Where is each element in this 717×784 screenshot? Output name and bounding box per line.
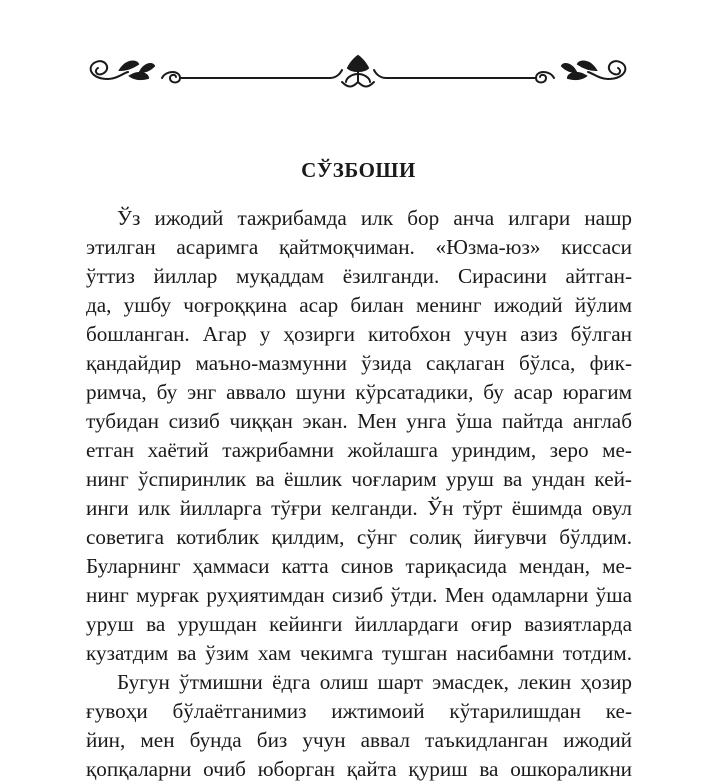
decorative-ornament-divider xyxy=(80,52,636,102)
text-line: тубидан сизиб чиққан экан. Мен унга ўша пайтда англаб xyxy=(86,409,632,433)
text-line: римча, бу энг аввало шуни кўрсатадики, бу асар юрагим xyxy=(86,380,632,404)
text-line: кузатдим ва ўзим хам чекимга тушган насибамни тотдим. xyxy=(86,641,632,665)
text-line: ўттиз йиллар муқаддам ёзилганди. Сирасини айтган- xyxy=(86,264,632,288)
paragraph-1 xyxy=(86,204,632,668)
paragraph-2 xyxy=(86,668,632,784)
text-line: Ўз ижодий тажрибамда илк бор анча илгари нашр xyxy=(117,206,632,230)
text-line: Буларнинг ҳаммаси катта синов тариқасида мендан, ме- xyxy=(86,554,632,578)
body-text xyxy=(86,204,632,784)
text-line: қандайдир маъно-мазмунни ўзида сақлаган бўлса, фик- xyxy=(86,351,632,375)
text-line: йин, мен бунда биз учун аввал таъкидланган ижодий xyxy=(86,728,632,752)
text-line: да, ушбу чоғроққина асар билан менинг ижодий йўлим xyxy=(86,293,632,317)
text-line: бошланган. Агар у ҳозирги китобхон учун азиз бўлган xyxy=(86,322,632,346)
text-line: ғувоҳи бўлаётганимиз ижтимоий кўтарилишдан ке- xyxy=(86,699,632,723)
text-line: қопқаларни очиб юборган қайта қуриш ва ошкораликни xyxy=(86,757,632,781)
text-line: уруш ва урушдан кейинги йиллардаги оғир вазиятларда xyxy=(86,612,632,636)
section-heading: СЎЗБОШИ xyxy=(301,158,416,182)
text-line: нинг мурғак руҳиятимдан сизиб ўтди. Мен одамларни ўша xyxy=(86,583,632,607)
text-line: нинг ўспиринлик ва ёшлик чоғларим уруш ва ундан кей- xyxy=(86,467,632,491)
text-line: советига котиблик қилдим, сўнг солиқ йиғувчи бўлдим. xyxy=(86,525,632,549)
text-line: Бугун ўтмишни ёдга олиш шарт эмасдек, лекин ҳозир xyxy=(117,670,632,694)
text-line: етган хаётий тажрибамни жойлашга уриндим, зеро ме- xyxy=(86,438,632,462)
text-line: инги илк йилларга тўғри келганди. Ўн тўрт ёшимда овул xyxy=(86,496,632,520)
text-line: этилган асаримга қайтмоқчиман. «Юзма-юз» киссаси xyxy=(86,235,632,259)
